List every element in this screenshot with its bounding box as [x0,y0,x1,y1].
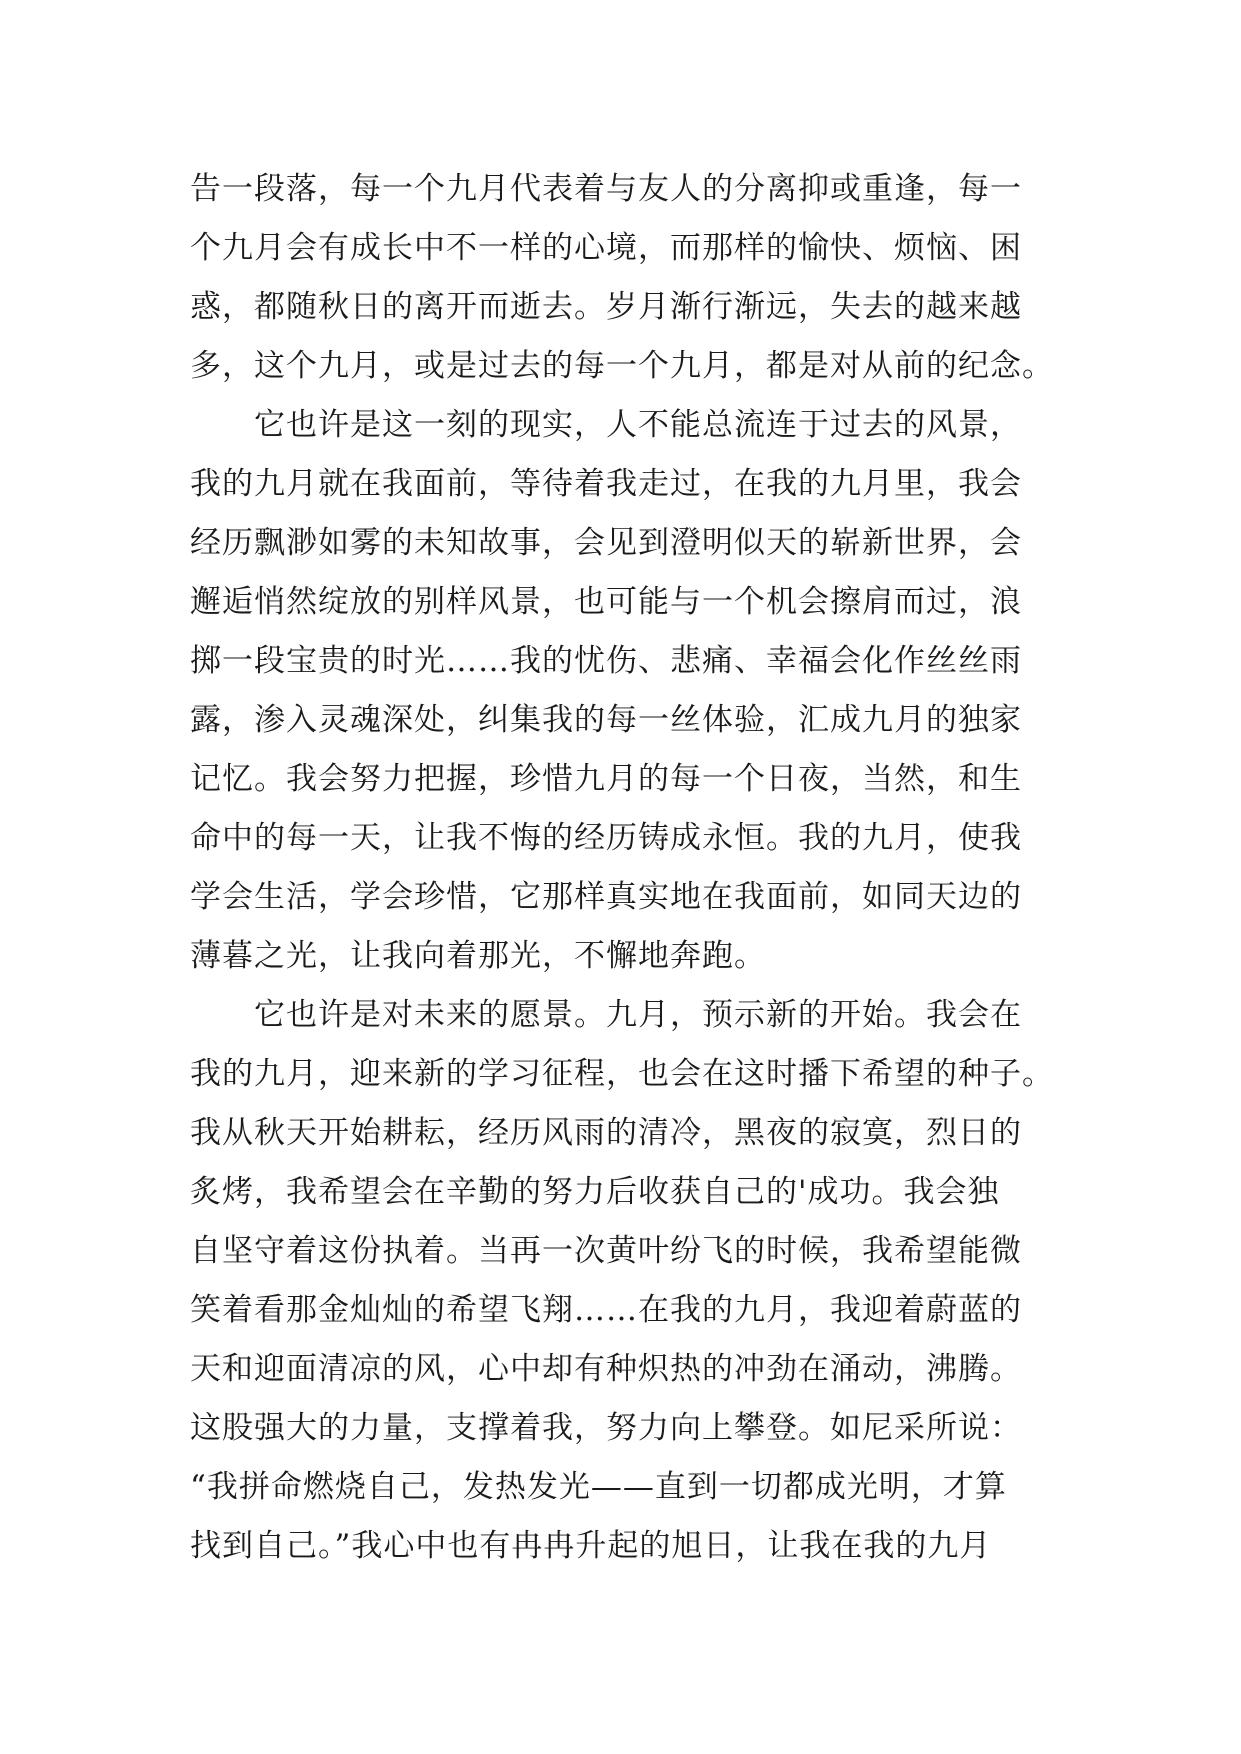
text-line: 学会生活，学会珍惜，它那样真实地在我面前，如同天边的 [190,879,1022,915]
text-line: 笑着看那金灿灿的希望飞翔……在我的九月，我迎着蔚蓝的 [190,1292,1022,1328]
text-line: 多，这个九月，或是过去的每一个九月，都是对从前的纪念。 [190,348,1054,384]
text-line: “我拼命燃烧自己，发热发光——直到一切都成光明，才算 [190,1469,1007,1505]
text-line: 我的九月就在我面前，等待着我走过，在我的九月里，我会 [190,466,1022,502]
text-line: 炙烤，我希望会在辛勤的努力后收获自己的'成功。我会独 [190,1174,1000,1210]
text-line: 个九月会有成长中不一样的心境，而那样的愉快、烦恼、困 [190,230,1022,266]
text-line: 天和迎面清凉的风，心中却有种炽热的冲劲在涌动，沸腾。 [190,1351,1022,1387]
text-line: 告一段落，每一个九月代表着与友人的分离抑或重逢，每一 [190,171,1022,207]
body-text [190,160,1070,1576]
text-line: 命中的每一天，让我不悔的经历铸成永恒。我的九月，使我 [190,820,1022,856]
text-line: 经历飘渺如雾的未知故事，会见到澄明似天的崭新世界，会 [190,525,1022,561]
text-line: 邂逅悄然绽放的别样风景，也可能与一个机会擦肩而过，浪 [190,584,1022,620]
text-line: 掷一段宝贵的时光……我的忧伤、悲痛、幸福会化作丝丝雨 [190,643,1022,679]
text-line: 自坚守着这份执着。当再一次黄叶纷飞的时候，我希望能微 [190,1233,1022,1269]
text-line: 薄暮之光，让我向着那光，不懈地奔跑。 [190,938,766,974]
text-line: 惑，都随秋日的离开而逝去。岁月渐行渐远，失去的越来越 [190,289,1022,325]
text-line: 记忆。我会努力把握，珍惜九月的每一个日夜，当然，和生 [190,761,1022,797]
text-line: 找到自己。”我心中也有冉冉升起的旭日，让我在我的九月 [190,1528,992,1564]
text-line: 我从秋天开始耕耘，经历风雨的清冷，黑夜的寂寞，烈日的 [190,1115,1022,1151]
text-line: 我的九月，迎来新的学习征程，也会在这时播下希望的种子。 [190,1056,1054,1092]
text-line: 这股强大的力量，支撑着我，努力向上攀登。如尼采所说： [190,1410,1022,1446]
paragraph-first-line: 它也许是对未来的愿景。九月，预示新的开始。我会在 [254,997,1022,1033]
paragraph-first-line: 它也许是这一刻的现实，人不能总流连于过去的风景， [254,407,1022,443]
text-line: 露，渗入灵魂深处，纠集我的每一丝体验，汇成九月的独家 [190,702,1022,738]
